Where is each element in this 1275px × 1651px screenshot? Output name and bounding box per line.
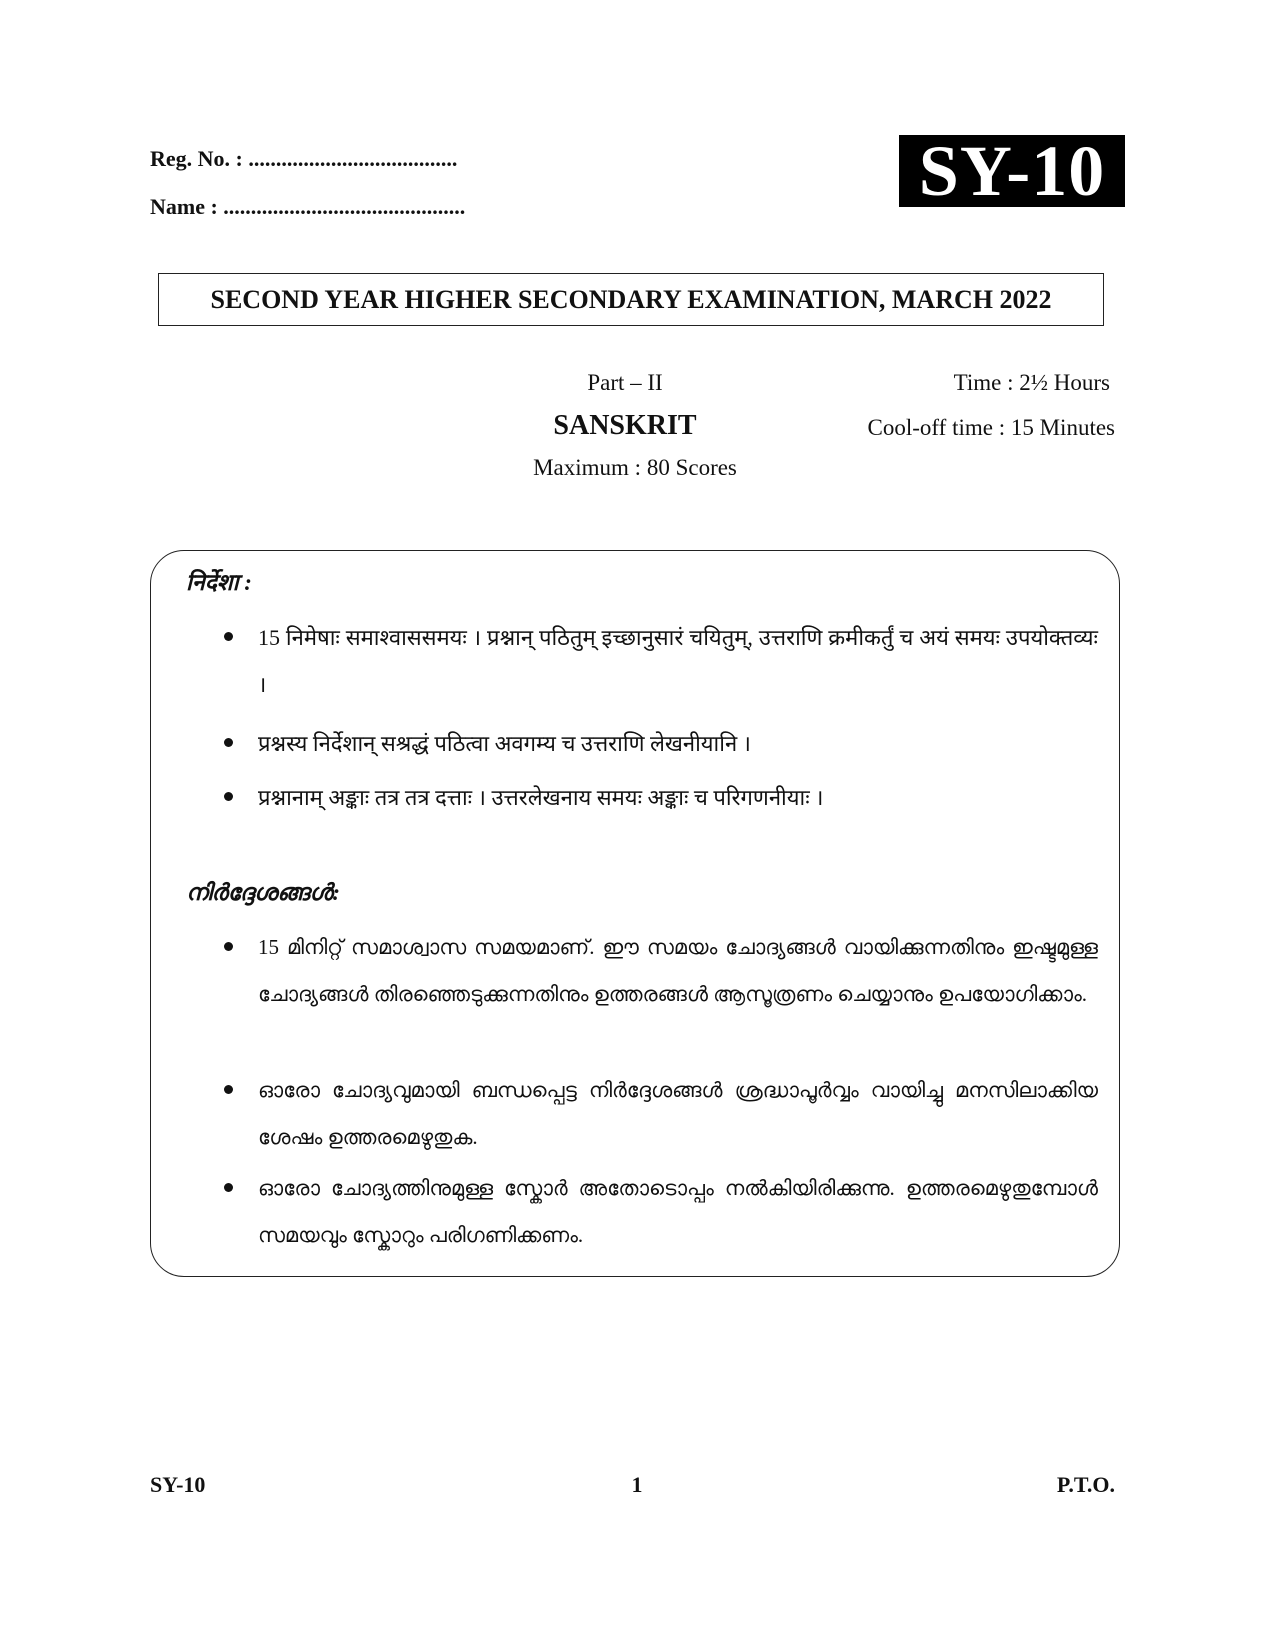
- malayalam-instruction-3: ഓരോ ചോദ്യത്തിനുമുള്ള സ്കോർ അതോടൊപ്പം നൽകിയിരിക്കുന്നു. ഉത്തരമെഴുതുമ്പോൾ സമയവും സ്കോറും പരിഗണിക്കണം.: [258, 1176, 1098, 1247]
- bullet-icon: [224, 738, 233, 747]
- cool-off-time: Cool-off time : 15 Minutes: [867, 415, 1115, 440]
- exam-title: SECOND YEAR HIGHER SECONDARY EXAMINATION, MARCH 2022: [158, 273, 1104, 326]
- subject-title: SANSKRIT: [553, 410, 697, 441]
- maximum-scores: Maximum : 80 Scores: [533, 455, 737, 480]
- name-field: Name : ............................................: [150, 194, 466, 219]
- sanskrit-instructions-heading: निर्देशा :: [186, 570, 252, 595]
- page-number: 1: [631, 1472, 643, 1497]
- paper-code-badge: SY-10: [899, 135, 1125, 207]
- part-label: Part – II: [587, 370, 663, 395]
- bullet-icon: [224, 1183, 233, 1192]
- footer-code: SY-10: [150, 1472, 206, 1497]
- malayalam-instructions-heading: നിർദ്ദേശങ്ങൾ:: [186, 880, 341, 905]
- bullet-icon: [224, 792, 233, 801]
- reg-no-field: Reg. No. : ......................................: [150, 146, 458, 171]
- bullet-icon: [224, 1085, 233, 1094]
- sanskrit-instruction-2: प्रश्नस्य निर्देशान् सश्रद्धं पठित्वा अवगम्य च उत्तराणि लेखनीयानि ।: [258, 731, 751, 756]
- malayalam-instruction-2: ഓരോ ചോദ്യവുമായി ബന്ധപ്പെട്ട നിർദ്ദേശങ്ങൾ ശ്രദ്ധാപൂർവ്വം വായിച്ചു മനസിലാക്കിയ ശേഷം ഉത്തരമെഴുതുക.: [258, 1078, 1098, 1149]
- sanskrit-instruction-3: प्रश्नानाम् अङ्काः तत्र तत्र दत्ताः । उत्तरलेखनाय समयः अङ्काः च परिगणनीयाः ।: [258, 785, 824, 810]
- time-allowed: Time : 2½ Hours: [953, 370, 1110, 395]
- pto-label: P.T.O.: [1056, 1472, 1115, 1497]
- bullet-icon: [224, 632, 233, 641]
- sanskrit-instruction-1: 15 निमेषाः समाश्वाससमयः । प्रश्नान् पठितुम् इच्छानुसारं चयितुम्, उत्तराणि क्रमीकर्तुं च अयं समयः उपयोक्तव्यः ।: [258, 625, 1098, 697]
- bullet-icon: [224, 942, 233, 951]
- malayalam-instruction-1: 15 മിനിറ്റ് സമാശ്വാസ സമയമാണ്. ഈ സമയം ചോദ്യങ്ങൾ വായിക്കുന്നതിനും ഇഷ്ടമുള്ള ചോദ്യങ്ങൾ തിരഞ്ഞെടുക്കുന്നതിനും ഉത്തരങ്ങൾ ആസൂത്രണം ചെയ്യാനും ഉപയോഗിക്കാം.: [258, 935, 1098, 1006]
